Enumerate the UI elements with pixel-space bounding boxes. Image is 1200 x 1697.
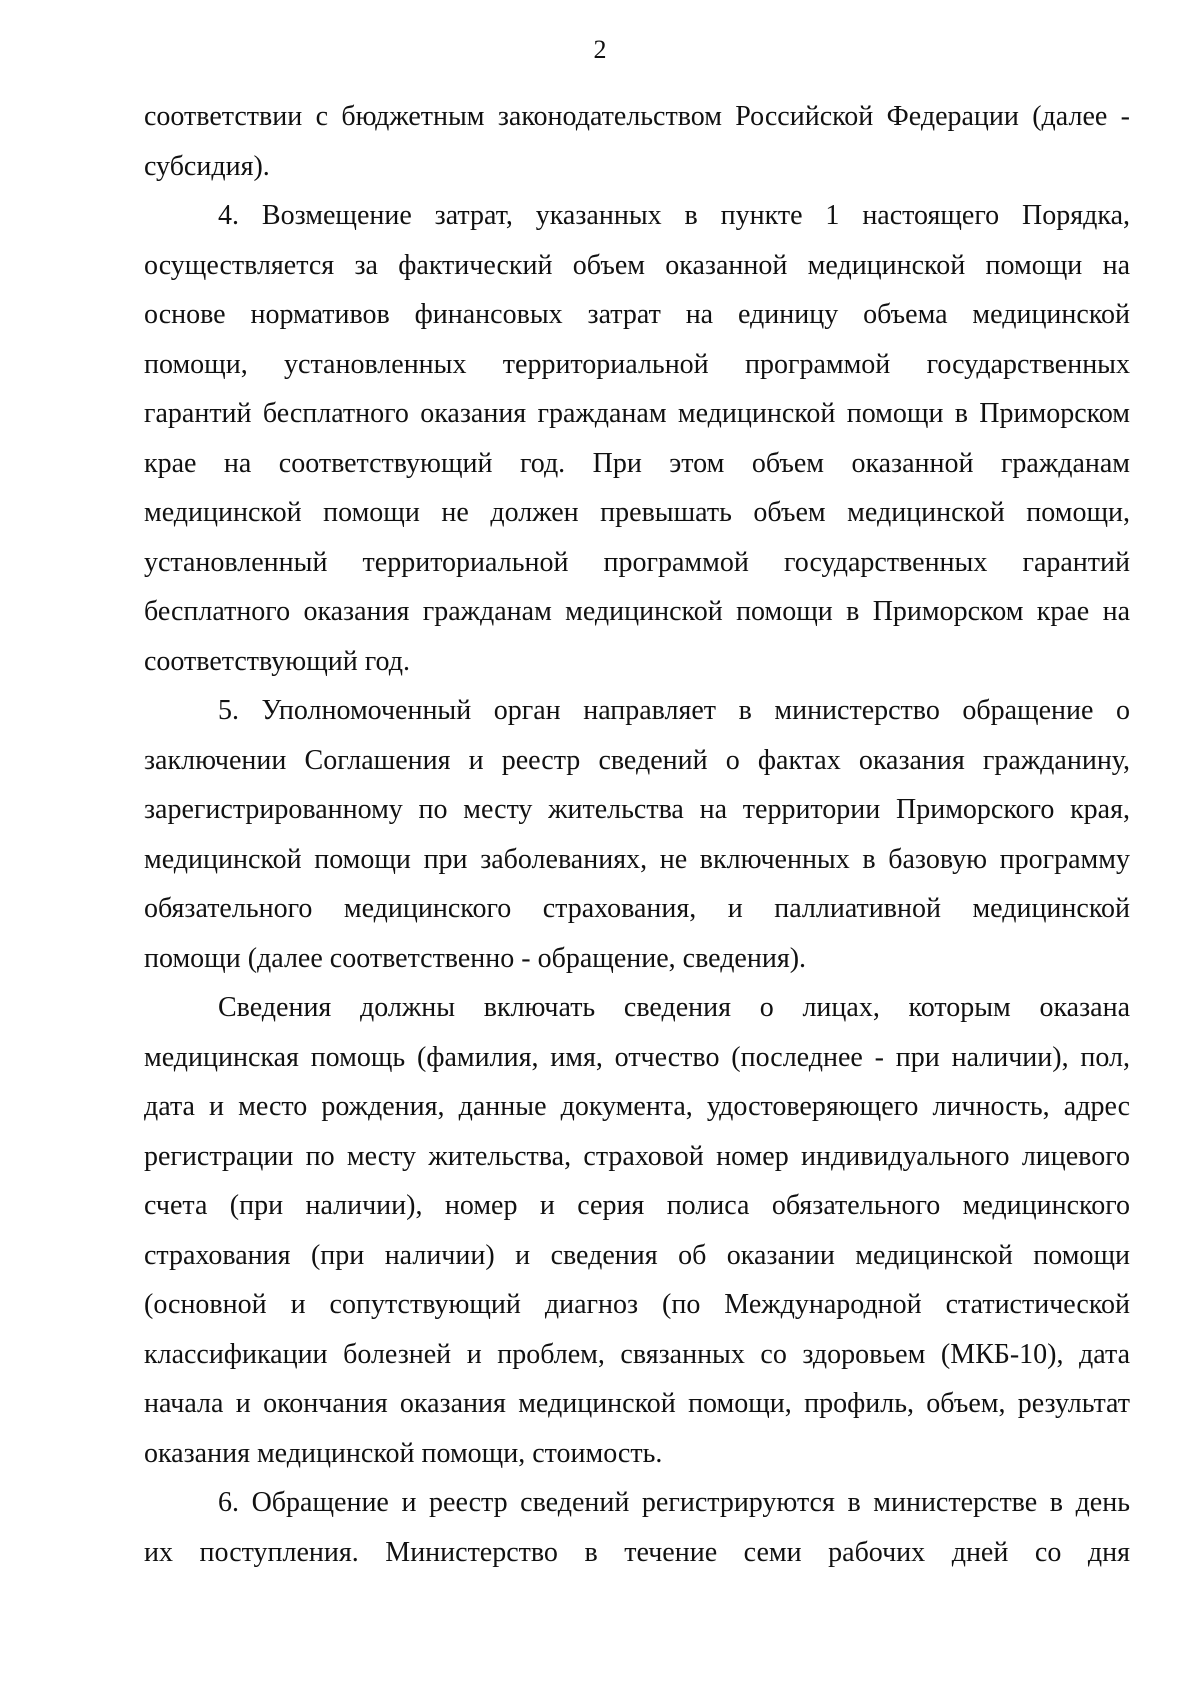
text-line: 5. Уполномоченный орган направляет в министерство обращение о <box>218 695 1130 726</box>
text-line: осуществляется за фактический объем оказанной медицинской помощи на <box>144 249 1130 281</box>
text-line: (основной и сопутствующий диагноз (по Международной статистической <box>144 1289 1130 1320</box>
text-line: установленный территориальной программой государственных гарантий <box>144 546 1130 578</box>
text-line: дата и место рождения, данные документа, удостоверяющего личность, адрес <box>144 1091 1130 1122</box>
page-number: 2 <box>593 35 607 64</box>
text-line: зарегистрированному по месту жительства на территории Приморского края, <box>144 794 1130 825</box>
text-line: помощи, установленных территориальной программой государственных <box>144 348 1130 380</box>
text-line: субсидия). <box>144 150 270 182</box>
text-line: медицинская помощь (фамилия, имя, отчество (последнее - при наличии), пол, <box>144 1041 1130 1073</box>
text-line: заключении Соглашения и реестр сведений о фактах оказания гражданину, <box>144 744 1130 776</box>
text-line: их поступления. Министерство в течение семи рабочих дней со дня <box>144 1536 1130 1568</box>
text-line: оказания медицинской помощи, стоимость. <box>144 1437 663 1469</box>
text-line: медицинской помощи при заболеваниях, не включенных в базовую программу <box>144 843 1130 875</box>
text-line: гарантий бесплатного оказания гражданам медицинской помощи в Приморском <box>144 398 1130 429</box>
text-line: регистрации по месту жительства, страховой номер индивидуального лицевого <box>144 1140 1130 1172</box>
text-line: классификации болезней и проблем, связанных со здоровьем (МКБ-10), дата <box>144 1338 1130 1370</box>
text-line: основе нормативов финансовых затрат на единицу объема медицинской <box>144 299 1130 330</box>
text-line: обязательного медицинского страхования, и паллиативной медицинской <box>144 893 1130 924</box>
document-body <box>144 92 1130 1577</box>
text-line: крае на соответствующий год. При этом объем оказанной гражданам <box>144 447 1130 479</box>
text-line: страхования (при наличии) и сведения об оказании медицинской помощи <box>144 1239 1130 1271</box>
text-line: начала и окончания оказания медицинской помощи, профиль, объем, результат <box>144 1388 1130 1419</box>
text-line: бесплатного оказания гражданам медицинской помощи в Приморском крае на <box>144 596 1130 627</box>
text-line: соответствующий год. <box>144 645 410 677</box>
text-line: медицинской помощи не должен превышать объем медицинской помощи, <box>144 497 1130 528</box>
text-line: Сведения должны включать сведения о лицах, которым оказана <box>218 992 1130 1023</box>
text-line: счета (при наличии), номер и серия полиса обязательного медицинского <box>144 1190 1130 1221</box>
text-line: 6. Обращение и реестр сведений регистрируются в министерстве в день <box>218 1487 1130 1518</box>
text-line: 4. Возмещение затрат, указанных в пункте 1 настоящего Порядка, <box>218 200 1130 231</box>
text-line: соответствии с бюджетным законодательством Российской Федерации (далее - <box>144 101 1130 132</box>
text-line: помощи (далее соответственно - обращение, сведения). <box>144 942 807 974</box>
